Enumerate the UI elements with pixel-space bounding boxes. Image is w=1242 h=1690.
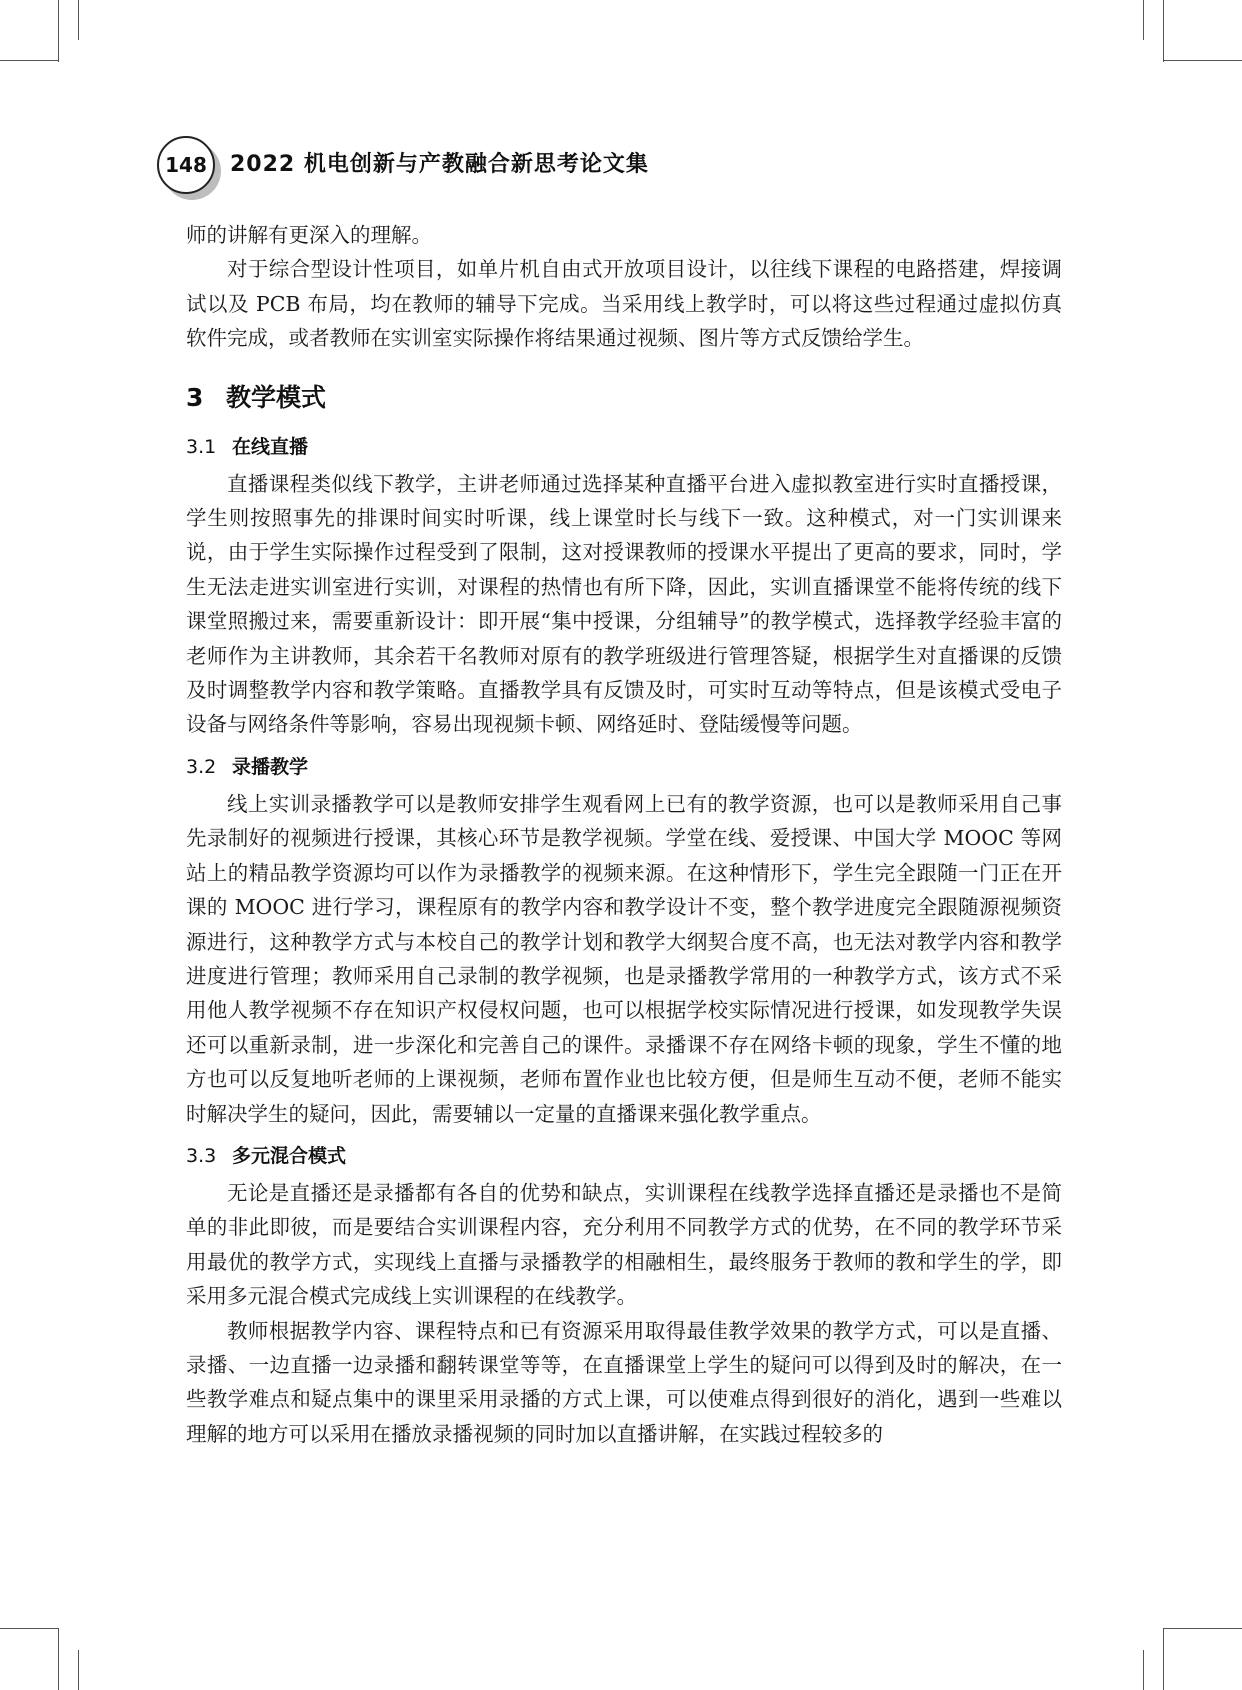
paragraph: 对于综合型设计性项目，如单片机自由式开放项目设计，以往线下课程的电路搭建，焊接调试以及 PCB 布局，均在教师的辅导下完成。当采用线上教学时，可以将这些过程通过虚拟仿真软件完成，或者教师在实训室实际操作将结果通过视频、图片等方式反馈给学生。 xyxy=(186,257,1062,351)
crop-mark xyxy=(1164,1628,1242,1629)
heading-number: 3 xyxy=(186,382,204,412)
heading-text: 教学模式 xyxy=(226,382,327,412)
paragraph: 教师根据教学内容、课程特点和已有资源采用取得最佳教学效果的教学方式，可以是直播、录播、一边直播一边录播和翻转课堂等等，在直播课堂上学生的疑问可以得到及时的解决，在一些教学难点和疑点集中的课里采用录播的方式上课，可以使难点得到很好的消化，遇到一些难以理解的地方可以采用在播放录播视频的同时加以直播讲解，在实践过程较多的 xyxy=(186,1318,1062,1446)
heading-text: 多元混合模式 xyxy=(232,1144,347,1167)
heading-text: 在线直播 xyxy=(232,435,309,458)
crop-mark xyxy=(78,0,79,40)
crop-mark xyxy=(78,1650,79,1690)
section-heading xyxy=(186,378,1062,414)
article-body xyxy=(186,218,1062,1451)
crop-mark xyxy=(1163,1628,1164,1690)
heading-text: 录播教学 xyxy=(232,755,309,778)
crop-mark xyxy=(58,1628,59,1690)
subsection-heading xyxy=(186,752,1062,779)
crop-mark xyxy=(58,0,59,62)
subsection-heading xyxy=(186,1141,1062,1168)
page-number-badge xyxy=(157,136,215,194)
paragraph: 直播课程类似线下教学，主讲老师通过选择某种直播平台进入虚拟教室进行实时直播授课，学生则按照事先的排课时间实时听课，线上课堂时长与线下一致。这种模式，对一门实训课来说，由于学生实际操作过程受到了限制，这对授课教师的授课水平提出了更高的要求，同时，学生无法走进实训室进行实训，对课程的热情也有所下降，因此，实训直播课堂不能将传统的线下课堂照搬过来，需要重新设计：即开展“集中授课，分组辅导”的教学模式，选择教学经验丰富的老师作为主讲教师，其余若干名教师对原有的教学班级进行管理答疑，根据学生对直播课的反馈及时调整教学内容和教学策略。直播教学具有反馈及时，可实时互动等特点，但是该模式受电子设备与网络条件等影响，容易出现视频卡顿、网络延时、登陆缓慢等问题。 xyxy=(186,471,1062,737)
crop-mark xyxy=(0,60,58,61)
crop-mark xyxy=(1164,60,1242,61)
crop-mark xyxy=(0,1628,58,1629)
paragraph: 线上实训录播教学可以是教师安排学生观看网上已有的教学资源，也可以是教师采用自己事先录制好的视频进行授课，其核心环节是教学视频。学堂在线、爱授课、中国大学 MOOC 等网站上的精品教学资源均可以作为录播教学的视频来源。在这种情形下，学生完全跟随一门正在开课的 MOOC 进行学习，课程原有的教学内容和教学设计不变，整个教学进度完全跟随源视频资源进行，这种教学方式与本校自己的教学计划和教学大纲契合度不高，也无法对教学内容和教学进度进行管理；教师采用自己录制的教学视频，也是录播教学常用的一种教学方式，该方式不采用他人教学视频不存在知识产权侵权问题，也可以根据学校实际情况进行授课，如发现教学失误还可以重新录制，进一步深化和完善自己的课件。录播课不存在网络卡顿的现象，学生不懂的地方也可以反复地听老师的上课视频，老师布置作业也比较方便，但是师生互动不便，老师不能实时解决学生的疑问，因此，需要辅以一定量的直播课来强化教学重点。 xyxy=(186,791,1062,1126)
running-title: 2022 机电创新与产教融合新思考论文集 xyxy=(230,152,649,177)
paragraph: 无论是直播还是录播都有各自的优势和缺点，实训课程在线教学选择直播还是录播也不是简单的非此即彼，而是要结合实训课程内容，充分利用不同教学方式的优势，在不同的教学环节采用最优的教学方式，实现线上直播与录播教学的相融相生，最终服务于教师的教和学生的学，即采用多元混合模式完成线上实训课程的在线教学。 xyxy=(186,1180,1062,1309)
heading-number: 3.2 xyxy=(186,755,217,778)
page-number: 148 xyxy=(165,153,207,177)
subsection-heading xyxy=(186,432,1062,459)
heading-number: 3.1 xyxy=(186,435,217,458)
paragraph: 师的讲解有更深入的理解。 xyxy=(186,223,432,247)
crop-mark xyxy=(1163,0,1164,62)
heading-number: 3.3 xyxy=(186,1144,217,1167)
crop-mark xyxy=(1143,1650,1144,1690)
crop-mark xyxy=(1143,0,1144,40)
